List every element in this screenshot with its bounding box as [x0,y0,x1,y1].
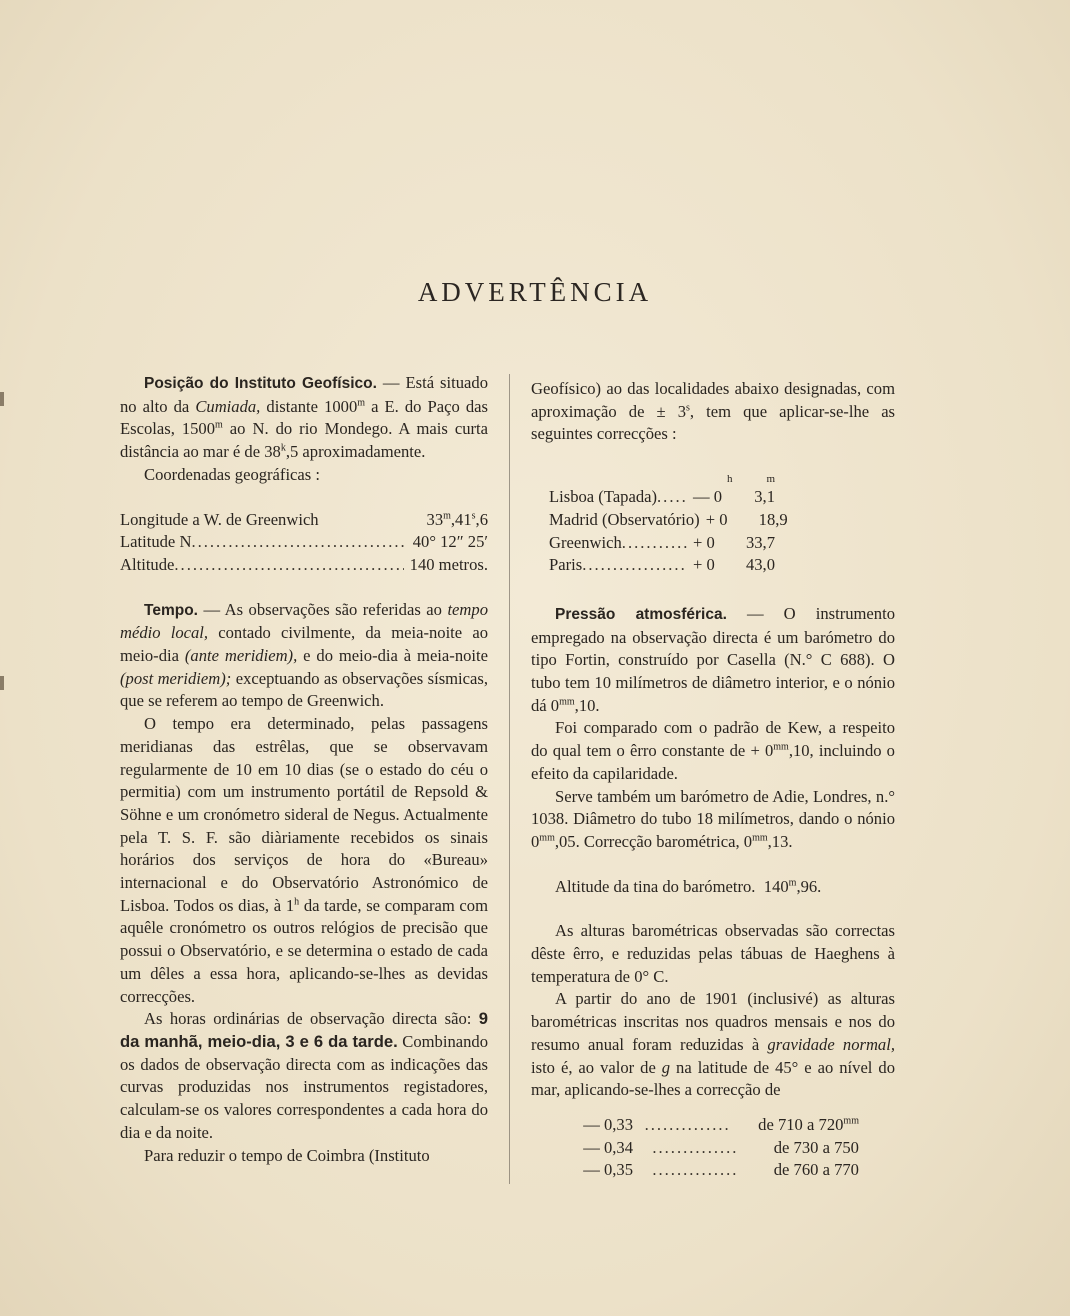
text: isto é, ao valor de [531,1057,662,1077]
leader-dots [582,554,687,577]
leader-dots [645,1114,731,1137]
section-heading-tempo: Tempo. [144,601,198,619]
text: — 0 [693,487,723,507]
leader-dots [622,532,687,555]
text: Foi comparado com o padrão de Kew, a respeito do qual tem o êrro constante de + 0 [531,718,895,761]
text: — O instrumento empregado na observação directa é um barómetro do tipo Fortin, construído por Casella (N.° C 688). O tubo tem 10 milímetros de diâmetro interior, e o nónio dá 0 [531,603,895,715]
paragraph-tempo [120,599,488,714]
coord-label: Latitude N [120,532,192,552]
binding-mark [0,676,4,690]
corrections-table [549,486,788,577]
coords-label: Coordenadas geográficas : [144,464,321,484]
paragraph-reduce-time: Para reduzir o tempo de Coimbra (Instituto [144,1145,430,1165]
column-divider [509,374,510,1184]
coord-value [421,509,488,532]
table-row [567,1114,859,1137]
text: Serve também um barómetro de Adie, Londres, n.° 1038. Diâmetro do tubo 18 milímetros, dando o nónio 0 [531,786,895,851]
paragraph-continued [531,378,895,446]
text: de 730 a 750 [773,1137,859,1157]
paragraph-observation-hours [120,1008,488,1144]
text: contado civilmente, da meia-noite ao meio-dia [120,623,489,666]
text: 43,0 [745,555,775,575]
text: ,96. [796,876,822,896]
table-row [549,486,775,509]
text: a E. do Paço das Escolas, 1500 [120,396,488,439]
coord-row-latitude [120,531,488,554]
section-heading-pressure: Pressão atmosférica. [555,605,727,623]
superscript: h [294,896,300,908]
text: O tempo era determinado, pelas passagens meridianas das estrêlas, que se observavam regularmente de 10 em 10 dias (se o estado do céu o permitia) com um instrumento portátil de Repsold & Söhne e um cronómetro sideral de Negus. Actualmente pela T. S. F. são diàriamente recebidos os sinais horários dos serviços de hora do «Bureau» internacional e do Observatório Astronómico de Lisboa. Todos os dias, à 1 [120,714,488,915]
left-column [120,372,488,1167]
correction-value [687,532,775,555]
paragraph-pressure [531,603,895,718]
text-italic: (post meridiem); [120,668,232,688]
location-label: Madrid (Observatório) [549,509,700,529]
text-italic: tempo médio local, [120,599,488,643]
table-row [567,1159,859,1182]
superscript: mm [559,696,575,708]
text: — As observações são referidas ao [197,599,448,619]
text: ,10. [574,695,600,715]
paragraph-alturas: As alturas barométricas observadas são correctas dêste êrro, e reduzidas pelas tábuas de Haeghens à temperatura de 0° C. [531,921,895,986]
text: e do meio-dia à meia-noite [297,646,488,666]
superscript: s [471,509,476,521]
leader-dots [174,554,403,577]
text: A partir do ano de 1901 (inclusivé) as alturas barométricas inscritas nos quadros mensais e nos do resumo anual foram reduzidas à [531,989,895,1054]
paragraph-kew [531,717,895,785]
paragraph-adie [531,786,895,854]
superscript: m [357,397,366,409]
table-row [549,554,775,577]
superscript: m [215,419,223,431]
paragraph-time-determination [120,713,488,1008]
table-row [567,1137,859,1160]
text: 140 [763,876,789,896]
coord-label: Altitude [120,554,175,574]
coord-row-altitude [120,554,488,577]
text-italic: g [661,1057,671,1077]
page-title: ADVERTÊNCIA [417,277,653,307]
paragraph-gravity [531,988,895,1102]
binding-mark [0,392,4,406]
superscript: s [686,402,690,414]
text-italic: gravidade normal, [767,1034,895,1054]
pressure-range [758,1159,859,1182]
text: + 0 [705,509,728,529]
superscript: mm [773,741,789,753]
superscript: m [788,877,797,889]
pressure-range [742,1114,859,1137]
coord-label: Longitude a W. de Greenwich [120,509,319,529]
text: 33,7 [745,532,775,552]
text: + 0 [693,532,715,552]
correction-value: — 0,35 [583,1160,633,1180]
text: de 760 a 770 [773,1160,859,1180]
location-label: Lisboa (Tapada) [549,487,658,507]
text: distante 1000 [260,396,358,416]
unit-header [549,472,797,486]
text: Altitude da tina do barómetro. [555,876,756,896]
location-label: Greenwich [549,532,622,552]
text: ,6 [475,509,488,529]
table-row [549,532,775,555]
leader-dots [191,531,406,554]
section-heading-position: Posição do Instituto Geofísico. [144,375,377,392]
leader-dots [652,1159,738,1182]
leader-dots [657,486,687,509]
gravity-correction-table [567,1114,859,1182]
text: de 710 a 720 [758,1114,844,1134]
correction-value [700,509,788,532]
text: ,5 aproximadamente. [285,442,426,462]
unit-hours: h [726,473,733,486]
correction-value [687,554,775,577]
text-italic: Cumiada, [195,396,261,416]
correction-value: — 0,34 [583,1137,633,1157]
paragraph-position [120,372,488,464]
text: — Está situado no alto da [120,373,488,416]
superscript: k [280,442,286,454]
text: Combinando os dados de observação directa com as indicações das curvas produzidas nos instrumentos registadores, calculam-se os valores correspondentes a cada hora do dia e da noite. [120,1031,488,1142]
text: ,05. Correcção barométrica, 0 [554,831,753,851]
unit-minutes: m [766,473,775,486]
text: ,13. [767,831,793,851]
superscript: mm [539,832,555,844]
correction-value [687,486,775,509]
text: 18,9 [758,509,788,529]
superscript: m [443,509,451,521]
text: As horas ordinárias de observação directa são: [144,1009,479,1029]
right-column [531,378,895,1182]
superscript: mm [843,1115,859,1127]
text: 33 [426,509,444,529]
text-bold: 9 da manhã, meio-dia, 3 e 6 da tarde. [120,1009,488,1051]
text: ,10, incluindo o efeito da capilaridade. [531,741,895,783]
text: exceptuando as observações sísmicas, que se referem ao tempo de Greenwich. [120,668,488,711]
text: ao N. do rio Mondego. A mais curta distância ao mar é de 38 [120,419,488,462]
text: 3,1 [754,487,775,507]
leader-dots [652,1137,738,1160]
text-italic: (ante meridiem), [184,646,298,666]
altitude-line [531,876,895,899]
superscript: mm [752,832,768,844]
text: Geofísico) ao das localidades abaixo designadas, com aproximação de ± 3 [531,379,895,421]
correction-value: — 0,33 [583,1114,633,1134]
pressure-range [758,1137,859,1160]
coord-row-longitude [120,509,488,532]
coord-value: 140 metros. [409,554,488,574]
text: na latitude de 45° e ao nível do mar, aplicando-se-lhes a correcção de [531,1057,895,1100]
text: + 0 [693,555,715,575]
text: , tem que aplicar-se-lhe as seguintes correcções : [531,401,896,444]
table-row [549,509,788,532]
text: da tarde, se comparam com aquêle cronómetro os outros relógios de precisão que possui o Observatório, e se determina o estado de cada um dêles a essa hora, aplicando-se-lhes as devidas correcções. [120,895,489,1006]
coord-value: 40° 12″ 25′ [412,532,488,552]
location-label: Paris [549,555,583,575]
text: ,41 [450,509,472,529]
